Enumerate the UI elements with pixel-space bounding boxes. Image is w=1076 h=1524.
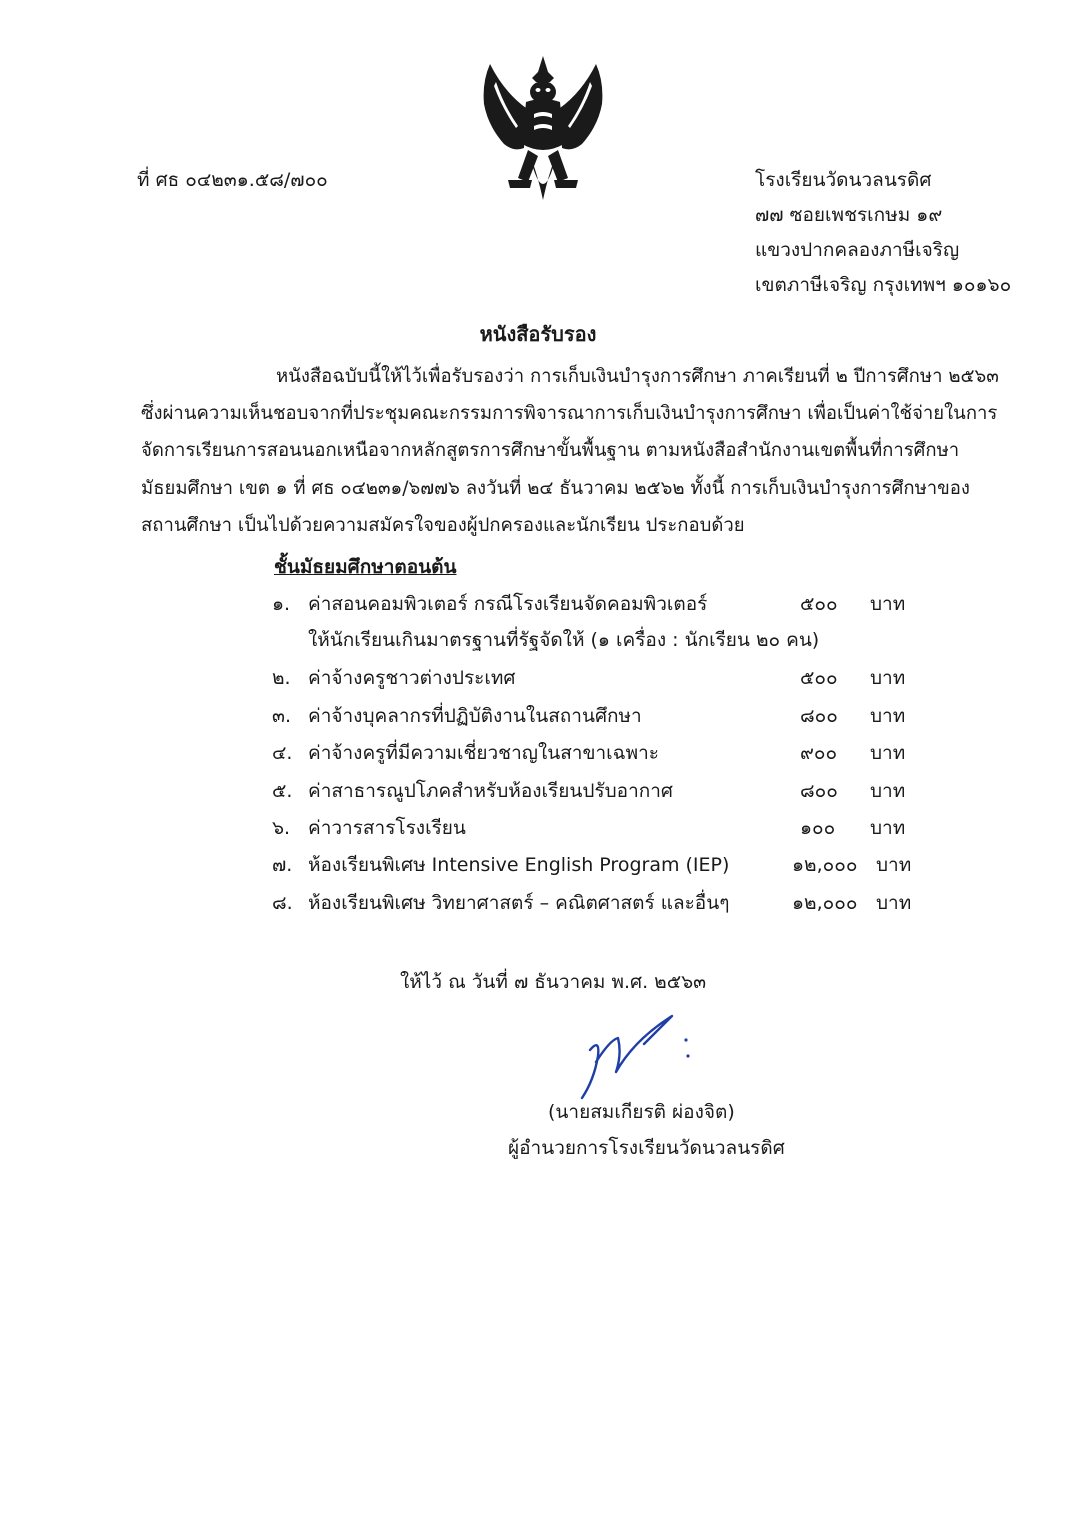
item-unit: บาท (870, 705, 906, 727)
item-unit: บาท (870, 593, 906, 615)
item-label: ห้องเรียนพิเศษ วิทยาศาสตร์ – คณิตศาสตร์ และอื่นๆ (308, 892, 730, 914)
item-number: ๘. (272, 892, 293, 914)
signer-position: ผู้อำนวยการโรงเรียนวัดนวลนรดิศ (508, 1137, 785, 1159)
address-line-district: เขตภาษีเจริญ กรุงเทพฯ ๑๐๑๖๐ (755, 274, 1012, 296)
signer-name: (นายสมเกียรติ ผ่องจิต) (548, 1101, 735, 1123)
item-number: ๑. (272, 593, 291, 615)
item-unit: บาท (876, 854, 912, 876)
item-label: ค่าจ้างครูชาวต่างประเทศ (308, 667, 516, 689)
item-amount: ๑๒,๐๐๐ (792, 854, 858, 876)
item-label: ห้องเรียนพิเศษ Intensive English Program (IEP) (308, 854, 730, 876)
body-line: ซึ่งผ่านความเห็นชอบจากที่ประชุมคณะกรรมการพิจารณาการเก็บเงินบำรุงการศึกษา เพื่อเป็นค่าใช้จ่ายในการ (141, 403, 998, 424)
item-amount: ๙๐๐ (800, 742, 838, 764)
body-line: สถานศึกษา เป็นไปด้วยความสมัครใจของผู้ปกครองและนักเรียน ประกอบด้วย (141, 515, 745, 536)
item-amount: ๑๐๐ (800, 817, 836, 839)
item-label-continuation: ให้นักเรียนเกินมาตรฐานที่รัฐจัดให้ (๑ เครื่อง : นักเรียน ๒๐ คน) (308, 629, 820, 651)
item-number: ๒. (272, 667, 291, 689)
item-number: ๕. (272, 780, 293, 802)
item-number: ๔. (272, 742, 293, 764)
item-label: ค่าจ้างครูที่มีความเชี่ยวชาญในสาขาเฉพาะ (308, 742, 659, 764)
item-amount: ๑๒,๐๐๐ (792, 892, 858, 914)
section-heading: ชั้นมัธยมศึกษาตอนต้น (274, 556, 457, 578)
letter-title: หนังสือรับรอง (479, 322, 597, 346)
address-line-school: โรงเรียนวัดนวลนรดิศ (755, 169, 932, 191)
body-line: หนังสือฉบับนี้ให้ไว้เพื่อรับรองว่า การเก็บเงินบำรุงการศึกษา ภาคเรียนที่ ๒ ปีการศึกษา ๒๕๖๓ (276, 366, 999, 387)
item-amount: ๘๐๐ (800, 705, 838, 727)
item-unit: บาท (876, 892, 912, 914)
issue-date: ให้ไว้ ณ วันที่ ๗ ธันวาคม พ.ศ. ๒๕๖๓ (400, 971, 707, 993)
item-number: ๗. (272, 854, 293, 876)
item-amount: ๕๐๐ (800, 593, 838, 615)
reference-number: ที่ ศธ ๐๔๒๓๑.๕๘/๗๐๐ (137, 169, 328, 191)
item-number: ๖. (272, 817, 291, 839)
address-line-street: ๗๗ ซอยเพชรเกษม ๑๙ (755, 204, 943, 226)
address-line-subdistrict: แขวงปากคลองภาษีเจริญ (755, 239, 960, 261)
item-unit: บาท (870, 780, 906, 802)
item-unit: บาท (870, 817, 906, 839)
signature-icon (560, 1010, 700, 1105)
item-label: ค่าสอนคอมพิวเตอร์ กรณีโรงเรียนจัดคอมพิวเตอร์ (308, 593, 708, 615)
item-label: ค่าสาธารณูปโภคสำหรับห้องเรียนปรับอากาศ (308, 780, 673, 802)
item-amount: ๘๐๐ (800, 780, 838, 802)
body-line: จัดการเรียนการสอนนอกเหนือจากหลักสูตรการศึกษาขั้นพื้นฐาน ตามหนังสือสำนักงานเขตพื้นที่การศึกษา (141, 440, 960, 461)
item-label: ค่าวารสารโรงเรียน (308, 817, 466, 839)
garuda-emblem-icon (474, 52, 612, 220)
item-unit: บาท (870, 667, 906, 689)
item-number: ๓. (272, 705, 292, 727)
body-line: มัธยมศึกษา เขต ๑ ที่ ศธ ๐๔๒๓๑/๖๗๗๖ ลงวันที่ ๒๔ ธันวาคม ๒๕๖๒ ทั้งนี้ การเก็บเงินบำรุงการศึกษาของ (141, 478, 970, 499)
item-amount: ๕๐๐ (800, 667, 838, 689)
item-unit: บาท (870, 742, 906, 764)
item-label: ค่าจ้างบุคลากรที่ปฏิบัติงานในสถานศึกษา (308, 705, 642, 727)
